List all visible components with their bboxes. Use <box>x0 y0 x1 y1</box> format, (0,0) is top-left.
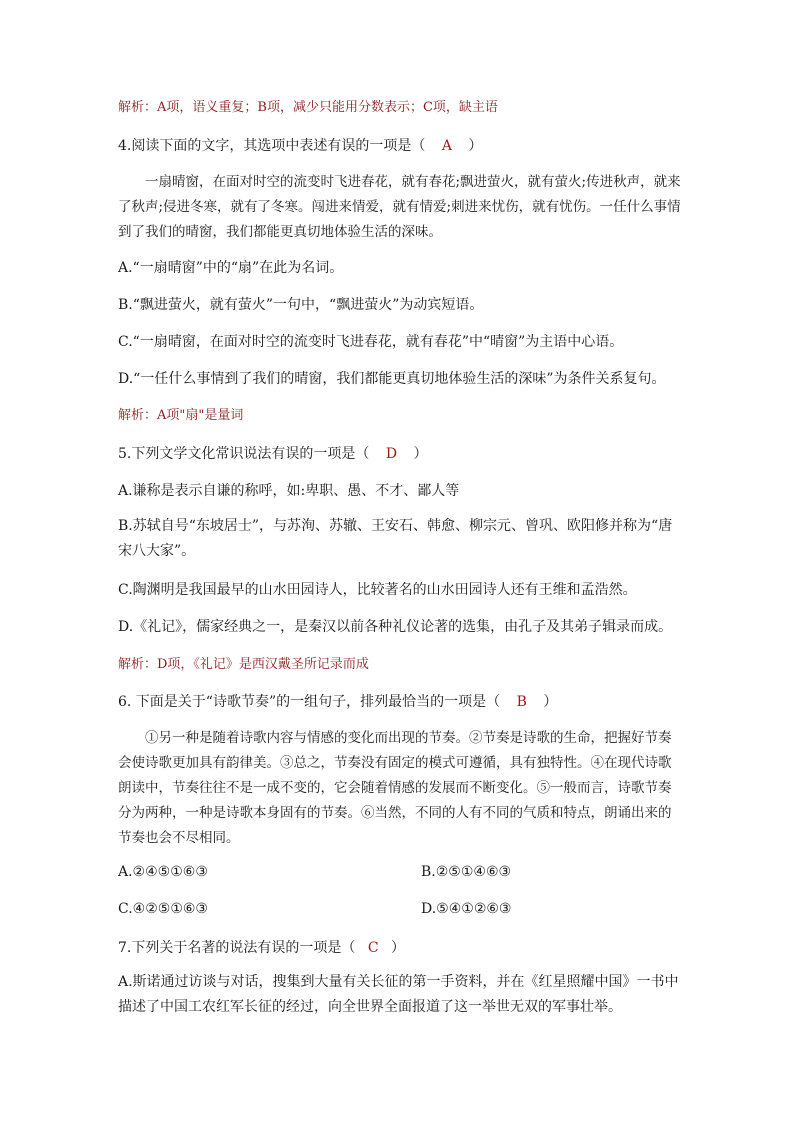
q6-option-b: B.②⑤①④⑥③ <box>421 864 512 880</box>
q5-answer: D <box>385 446 398 462</box>
q5-stem-close: ） <box>413 446 428 462</box>
q5-option-a: A.谦称是表示自谦的称呼，如:卑职、愚、不才、鄙人等 <box>118 483 460 499</box>
q7-stem <box>118 938 405 958</box>
q5-option-c: C.陶渊明是我国最早的山水田园诗人，比较著名的山水田园诗人还有王维和孟浩然。 <box>118 582 637 598</box>
q5-analysis: 解析：D项，《礼记》是西汉戴圣所记录而成 <box>118 657 369 672</box>
q5-stem-text: 5.下列文学文化常识说法有误的一项是（ <box>118 446 370 462</box>
q5-stem <box>118 444 428 464</box>
q7-option-a: A.斯诺通过访谈与对话，搜集到大量有关长征的第一手资料，并在《红星照耀中国》一书中描述了中国工农红军长征的经过，向全世界全面报道了这一举世无双的军事壮举。 <box>118 974 679 1015</box>
q6-stem-text: 6. 下面是关于“诗歌节奏”的一组句子，排列最恰当的一项是（ <box>118 694 501 710</box>
q6-answer: B <box>516 694 527 710</box>
q5-option-b: B.苏轼自号“东坡居士”，与苏洵、苏辙、王安石、韩愈、柳宗元、曾巩、欧阳修并称为“唐宋八大家”。 <box>118 518 673 559</box>
q6-option-a: A.②④⑤①⑥③ <box>118 864 208 880</box>
q6-stem-close: ） <box>543 694 558 710</box>
q7-stem-close: ） <box>390 940 405 956</box>
q6-option-c: C.④②⑤①⑥③ <box>118 901 208 917</box>
q5-option-d: D.《礼记》，儒家经典之一，是秦汉以前各种礼仪论著的选集，由孔子及其弟子辑录而成。 <box>118 619 673 635</box>
q6-stem <box>118 692 557 712</box>
q3-analysis: 解析：A项，语义重复；B项，减少只能用分数表示；C项，缺主语 <box>118 100 498 115</box>
q4-option-c: C.“一扇晴窗，在面对时空的流变时飞进春花，就有春花”中“晴窗”为主语中心语。 <box>118 334 624 350</box>
q4-stem-close: ） <box>468 138 483 154</box>
q4-option-a: A.“一扇晴窗”中的“扇”在此为名词。 <box>118 260 344 276</box>
q4-analysis: 解析：A项"扇"是量词 <box>118 408 244 423</box>
q6-option-d: D.⑤④①②⑥③ <box>421 901 512 917</box>
q7-answer: C <box>367 940 379 956</box>
q4-option-b: B.“飘进萤火，就有萤火”一句中，“飘进萤火”为动宾短语。 <box>118 297 484 313</box>
q6-passage: ①另一种是随着诗歌内容与情感的变化而出现的节奏。②节奏是诗歌的生命，把握好节奏会使诗歌更加具有韵律美。③总之，节奏没有固定的模式可遵循，具有独特性。④在现代诗歌朗读中，节奏往往不是一成不变的，它会随着情感的发展而不断变化。⑤一般而言，诗歌节奏分为两种，一种是诗歌本身固有的节奏。⑥当然，不同的人有不同的气质和特点，朗诵出来的节奏也会不尽相同。 <box>118 730 672 846</box>
q7-stem-text: 7.下列关于名著的说法有误的一项是（ <box>118 940 356 956</box>
q4-stem <box>118 136 482 156</box>
q4-option-d: D.“一任什么事情到了我们的晴窗，我们都能更真切地体验生活的深味”为条件关系复句。 <box>118 371 666 387</box>
q4-passage: 一扇晴窗，在面对时空的流变时飞进春花，就有春花;飘进萤火，就有萤火;传进秋声，就来了秋声;侵进冬寒，就有了冬寒。闯进来情爱，就有情爱;刺进来忧伤，就有忧伤。一任什么事情到了我们的晴窗，我们都能更真切地体验生活的深味。 <box>118 174 681 240</box>
q4-answer: A <box>441 138 452 154</box>
q4-stem-text: 4.阅读下面的文字，其选项中表述有误的一项是（ <box>118 138 426 154</box>
